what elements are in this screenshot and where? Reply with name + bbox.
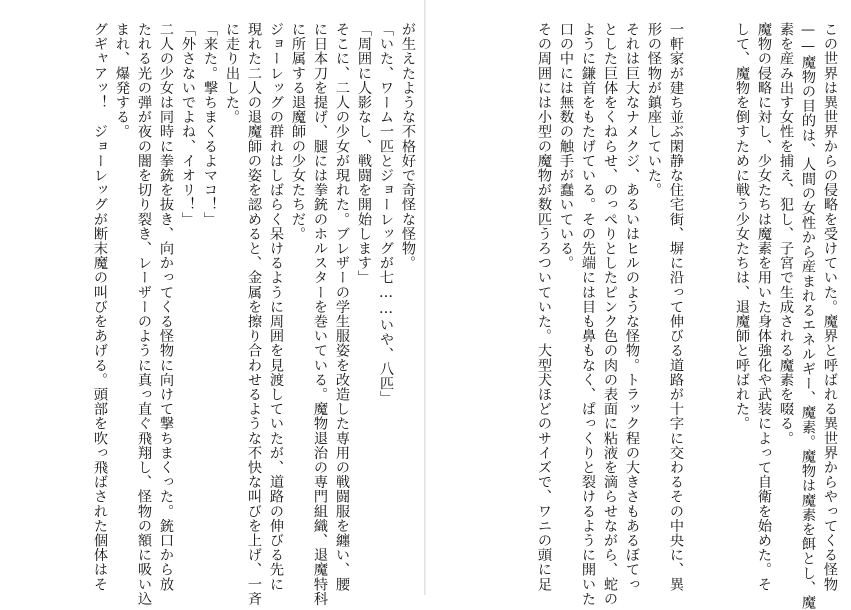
left-page-line: に走り出した。	[224, 22, 240, 125]
right-page-line: 形の怪物が鎮座していた。	[646, 22, 662, 198]
right-page-line: ——魔物の目的は、人間の女性から産まれるエネルギー、魔素。魔物は魔素を餌とし、魔	[800, 22, 816, 610]
right-page-line: その周囲には小型の魔物が数匹うろついていた。大型犬ほどのサイズで、ワニの頭に足	[536, 22, 552, 592]
left-page-line: 「いた、ワーム一匹とジョーレッグが七……いや、八匹」	[378, 22, 394, 406]
right-page-line: 口の中には無数の触手が蠢いている。	[558, 22, 574, 271]
left-page-text	[89, 22, 419, 606]
left-page-line: 「周囲に人影なし、戦闘を開始します」	[356, 22, 372, 285]
left-page-line: 二人の少女は同時に拳銃を抜き、向かってくる怪物に向けて撃ちまくった。銃口から放	[158, 22, 174, 592]
right-page-line	[687, 22, 709, 582]
right-page-line: この世界は異世界からの侵略を受けていた。魔界と呼ばれる異世界からやってくる怪物	[822, 22, 838, 592]
right-page-line: して、魔物を倒すために戦う少女たちは、退魔師と呼ばれた。	[734, 22, 750, 431]
right-page-line: ように鎌首をもたげている。その先端には目も鼻もなく、ぱっくりと裂けるように開いた	[580, 22, 596, 606]
left-page-line: グギャアッ！ ジョーレッグが断末魔の叫びをあげる。頭部を吹っ飛ばされた個体はそ	[92, 22, 108, 592]
left-page	[0, 0, 425, 606]
right-page-line	[709, 22, 731, 582]
left-page-line: ジョーレッグの群れはしばらく呆けるように周囲を見渡していたが、道路の伸びる先に	[268, 22, 284, 592]
right-page-line: 素を産み出す女性を捕え、犯し、子宮で生成される魔素を啜る。	[778, 22, 794, 446]
right-page-line: 一軒家が建ち並ぶ閑静な住宅街、塀に沿って伸びる道路が十字に交わるその中央に、異	[668, 22, 684, 592]
right-page-text	[533, 22, 841, 610]
left-page-line: 「来た。撃ちまくるよマコ！」	[202, 22, 218, 227]
right-page	[426, 0, 851, 610]
left-page-line: 現れた二人の退魔師の姿を認めると、金属を擦り合わせるような不快な叫びを上げ、一斉	[246, 22, 262, 606]
left-page-line: そこに、二人の少女が現れた。ブレザーの学生服姿を改造した専用の戦闘服を纏い、腰	[334, 22, 350, 592]
left-page-line: が生えたような不格好で奇怪な怪物。	[400, 22, 416, 271]
left-page-line: に所属する退魔師の少女たちだ。	[290, 22, 306, 241]
right-page-line: それは巨大なナメクジ、あるいはヒルのような怪物。トラック程の大きさもあるぼてっ	[624, 22, 640, 592]
left-page-line: まれ、爆発する。	[114, 22, 130, 139]
right-page-line: 魔物の侵略に対し、少女たちは魔素を用いた身体強化や武装によって自衛を始めた。そ	[756, 22, 772, 592]
left-page-line: 「外さないでよね、イオリ！」	[180, 22, 196, 227]
right-page-line: とした巨体をくねらせ、のっぺりとしたピンク色の肉の表面に粘液を滴らせながら、蛇の	[602, 22, 618, 606]
left-page-line: たれる光の弾が夜の闇を切り裂き、レーザーのように真っ直ぐ飛翔し、怪物の額に吸い込	[136, 22, 152, 606]
left-page-line: に日本刀を提げ、腿には拳銃のホルスターを巻いている。魔物退治の専門組織、退魔特科	[312, 22, 328, 606]
